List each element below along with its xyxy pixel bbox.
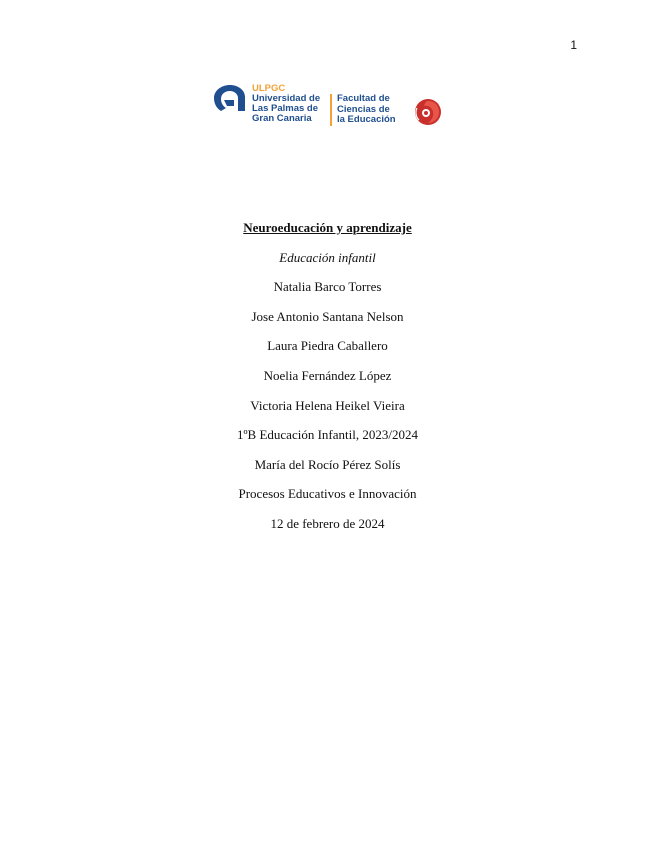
faculty-line-3: la Educación (337, 114, 396, 125)
document-title: Neuroeducación y aprendizaje (243, 220, 412, 235)
faculty-wordmark (337, 94, 396, 126)
logo-divider (330, 94, 332, 126)
document-subtitle: Educación infantil (279, 249, 376, 265)
professor-line: María del Rocío Pérez Solís (254, 456, 401, 472)
cover-title-block (0, 218, 655, 544)
ulpgc-line-2: Las Palmas de (252, 103, 319, 114)
ulpgc-acronym: ULPGC (252, 83, 286, 94)
faculty-emblem-icon (412, 96, 444, 128)
subject-line: Procesos Educativos e Innovación (238, 486, 417, 502)
date-line: 12 de febrero de 2024 (270, 515, 385, 531)
institution-logo (212, 80, 448, 130)
ulpgc-logo-icon (212, 84, 248, 112)
author-5: Victoria Helena Heikel Vieira (250, 397, 405, 413)
course-line: 1ºB Educación Infantil, 2023/2024 (237, 427, 418, 443)
faculty-line-2: Ciencias de (337, 103, 390, 115)
author-2: Jose Antonio Santana Nelson (251, 308, 404, 324)
author-1: Natalia Barco Torres (273, 279, 382, 295)
faculty-line-1: Facultad de (337, 93, 390, 104)
ulpgc-line-1: Universidad de (252, 93, 321, 104)
author-4: Noelia Fernández López (263, 367, 392, 383)
ulpgc-wordmark (252, 84, 320, 124)
author-3: Laura Piedra Caballero (267, 338, 388, 354)
ulpgc-line-3: Gran Canaria (252, 113, 312, 124)
page-number: 1 (570, 38, 577, 52)
